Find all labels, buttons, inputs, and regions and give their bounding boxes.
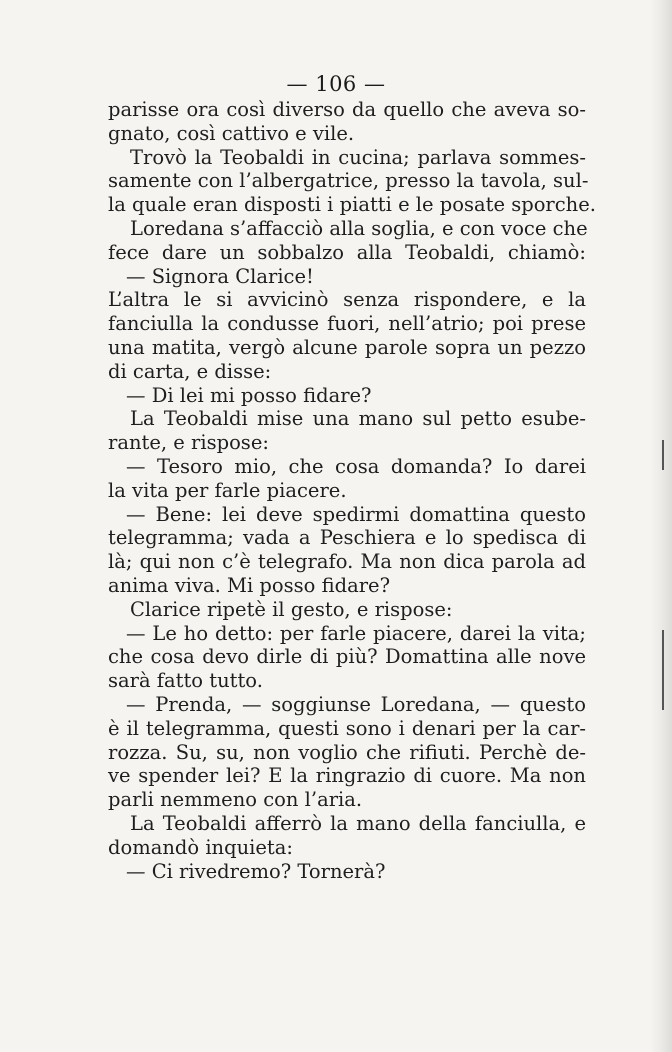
- text-line: là; qui non c’è telegrafo. Ma non dica parola ad: [108, 550, 586, 574]
- text-line: — Ci rivedremo? Tornerà?: [126, 859, 386, 883]
- text-line: Clarice ripetè il gesto, e rispose:: [130, 597, 453, 621]
- text-line: la vita per farle piacere.: [108, 478, 347, 502]
- text-line: parli nemmeno con l’aria.: [108, 788, 363, 812]
- text-line: rozza. Su, su, non voglio che rifiuti. Perchè de-: [108, 740, 586, 764]
- text-line: una matita, vergò alcune parole sopra un pezzo: [108, 335, 586, 359]
- text-line: Loredana s’affacciò alla soglia, e con voce che: [130, 216, 588, 240]
- text-line: telegramma; vada a Peschiera e lo spedisca di: [108, 526, 586, 550]
- text-line: anima viva. Mi posso fidare?: [108, 573, 391, 597]
- text-line: — Prenda, — soggiunse Loredana, — questo: [126, 692, 586, 716]
- text-line: Trovò la Teobaldi in cucina; parlava sommes-: [130, 145, 586, 169]
- text-line: gnato, così cattivo e vile.: [108, 121, 355, 145]
- text-line: — Di lei mi posso fidare?: [126, 383, 372, 407]
- text-line: fanciulla la condusse fuori, nell’atrio; poi prese: [108, 312, 586, 336]
- text-line: la quale eran disposti i piatti e le posate sporche.: [108, 193, 596, 217]
- text-line: L’altra le si avvicinò senza rispondere, e la: [108, 288, 586, 312]
- text-line: — Le ho detto: per farle piacere, darei la vita;: [126, 621, 586, 645]
- text-line: — Bene: lei deve spedirmi domattina questo: [126, 502, 586, 526]
- text-line: sarà fatto tutto.: [108, 669, 263, 693]
- text-line: samente con l’albergatrice, presso la tavola, sul-: [108, 169, 589, 193]
- text-line: che cosa devo dirle di più? Domattina alle nove: [108, 645, 586, 669]
- page-edge-mark: [662, 630, 664, 710]
- body-text: [108, 98, 596, 883]
- page-number: — 106 —: [286, 72, 386, 96]
- text-line: domandò inquieta:: [108, 835, 293, 859]
- text-line: — Tesoro mio, che cosa domanda? Io darei: [126, 454, 586, 478]
- text-line: parisse ora così diverso da quello che aveva so-: [108, 98, 586, 121]
- text-line: La Teobaldi mise una mano sul petto esube-: [130, 407, 586, 431]
- text-line: ve spender lei? E la ringrazio di cuore. Ma non: [108, 764, 586, 788]
- text-line: rante, e rispose:: [108, 431, 269, 455]
- page-edge-shadow: [650, 0, 672, 1052]
- page-edge-mark: [662, 440, 664, 470]
- text-line: di carta, e disse:: [108, 359, 272, 383]
- text-line: fece dare un sobbalzo alla Teobaldi, chiamò:: [108, 240, 586, 264]
- text-line: è il telegramma, questi sono i denari per la car-: [108, 716, 586, 740]
- text-line: — Signora Clarice!: [126, 264, 314, 288]
- text-line: La Teobaldi afferrò la mano della fanciulla, e: [130, 811, 586, 835]
